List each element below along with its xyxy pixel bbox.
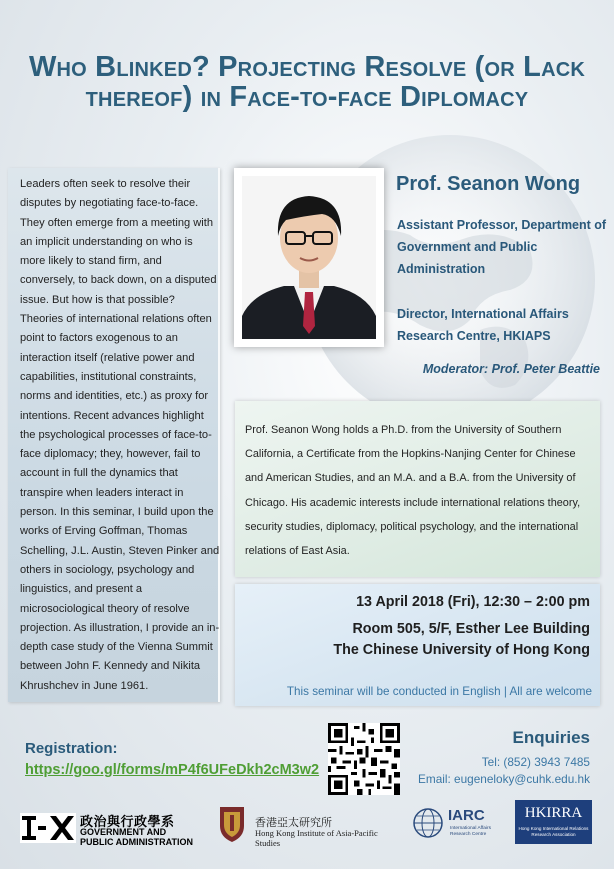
event-note: This seminar will be conducted in English | All are welcome: [286, 685, 592, 698]
speaker-role-director: Director, International Affairs Research Centre, HKIAPS: [397, 307, 569, 343]
speaker-role-professor: Assistant Professor, Department of Government and Public Administration: [397, 218, 607, 276]
seminar-title: Who Blinked? Projecting Resolve (or Lack thereof) in Face-to-face Diplomacy: [28, 51, 586, 113]
enquiries-email[interactable]: Email: eugeneloky@cuhk.edu.hk: [418, 772, 590, 786]
speaker-roles: [397, 214, 607, 370]
hkirra-name: HKIRRA: [524, 805, 583, 821]
speaker-bio-box: [235, 401, 600, 577]
event-date: 13 April 2018 (Fri), 12:30 – 2:00 pm: [356, 594, 590, 610]
logo-gpa: [20, 808, 210, 848]
abstract-text: Leaders often seek to resolve their disputes by negotiating face-to-face. They often emerge from a meeting with an implicit understanding on who is more likely to stand firm, and conversely, to back down, on a disputed issue. But how is that possible? Theories of international relations often point to factors exogenous to an interaction itself (relative power and capabilities, institutional constraints, norms and identities, etc.) as proxy for intentions. Recent advances highlight the psychological processes of face-to-face diplomacy; they, however, fail to account in full the dynamics that transpire when leaders interact in person. In this seminar, I build upon the works of Erving Goffman, Thomas Schelling, J.L. Austin, Steven Pinker and others in sociology, psychology and linguistics, and present a microsociological theory of resolve projection. As illustration, I provide an in-depth case study of the Vienna Summit between John F. Kennedy and Nikita Khrushchev in June 1961.: [20, 178, 220, 692]
iarc-subtitle: International Affairs Research Centre: [450, 826, 491, 837]
iarc-name: IARC: [448, 807, 485, 824]
gpa-chinese-name: 政治與行政學系: [80, 814, 175, 829]
hkirra-subtitle: Hong Kong International Relations Research Association: [518, 826, 589, 837]
registration-link[interactable]: https://goo.gl/forms/mP4f6UFeDkh2cM3w2: [25, 762, 320, 778]
hkiaps-english-name: Hong Kong Institute of Asia-Pacific Studies: [255, 828, 378, 848]
speaker-bio: Prof. Seanon Wong holds a Ph.D. from the University of Southern California, a Certificate from the Hopkins-Nanjing Center for Chinese and American Studies, and an M.A. and a B.A. from the University of Chicago. His academic interests include international relations theory, security studies, diplomacy, political psychology, and the international relations of East Asia.: [245, 424, 581, 558]
event-info-box: [235, 584, 600, 706]
registration-label: Registration:: [25, 740, 118, 757]
cuhk-shield-icon: [217, 804, 247, 844]
gpa-english-line1: GOVERNMENT AND: [80, 827, 167, 837]
hkiaps-chinese-name: 香港亞太研究所: [255, 816, 332, 829]
event-venue-university: The Chinese University of Hong Kong: [333, 642, 590, 658]
event-venue: [333, 619, 590, 661]
logo-iarc: [412, 805, 502, 849]
enquiries-title: Enquiries: [512, 728, 590, 747]
logo-hkirra: [515, 800, 592, 844]
iarc-globe-icon: [412, 807, 444, 839]
speaker-photo-frame: [234, 168, 384, 347]
event-venue-room: Room 505, 5/F, Esther Lee Building: [352, 621, 590, 637]
speaker-photo: [242, 176, 376, 339]
abstract-box: [8, 168, 220, 702]
portrait-icon: [242, 176, 376, 339]
gpa-logo-icon: [20, 813, 76, 843]
logo-strip: [0, 800, 614, 860]
qr-code-icon[interactable]: [328, 723, 400, 795]
logo-hkiaps: [217, 804, 397, 848]
enquiries-tel: Tel: (852) 3943 7485: [481, 755, 590, 769]
moderator: Moderator: Prof. Peter Beattie: [422, 362, 600, 376]
speaker-name: Prof. Seanon Wong: [396, 173, 581, 195]
gpa-english-line2: PUBLIC ADMINISTRATION: [80, 837, 193, 847]
gpa-english-name: [80, 827, 193, 847]
